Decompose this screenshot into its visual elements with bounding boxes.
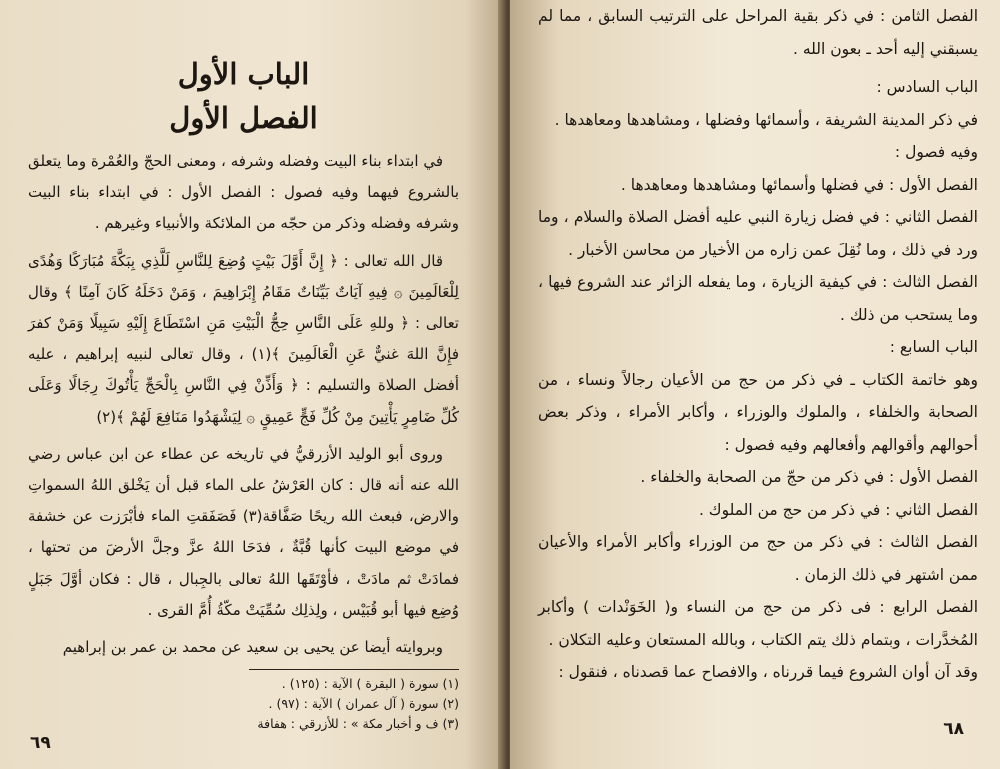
chapter-heading: الباب الأول — [177, 57, 310, 91]
footnote: (١) سورة ( البقرة ) الآية : (١٢٥) . — [281, 676, 459, 692]
section-heading: الفصل الأول — [169, 101, 318, 135]
page-number-left: ٦٩ — [30, 733, 51, 753]
paragraph-azraqi: وروى أبو الوليد الأزرقيُّ في تاريخه عن عطاء عن ابن عباس رضي الله عنه أنه قال : كان العَرْشُ على الماء قبل أن يَخْلق اللهُ السمواتِ والارض، فبعث الله ريحًا صَفَّاقة(٣) فَصَفَقتِ الماء فأبْرَزت عن خشفة في موضع البيت كأنها قُبَّةٌ ، فدَحَا اللهُ عزَّ وجلَّ الأرضَ من تحتها ، فمادَتْ ثم مادَتْ ، فأوْتَقَها اللهُ تعالى بالجِبال ، قال : فكان أوَّلَ جَبَلٍ وُضِع فيها أبو قُبَيْس ، ولِذلِك سُمِّيَتْ مكّةُ أُمَّ القرى . — [28, 444, 460, 619]
closing-line: وقد آن أوان الشروع فيما قررناه ، والافصاح عما قصدناه ، فنقول : — [558, 663, 978, 681]
bab-6-fasl-2: الفصل الثاني : في فضل زيارة النبي عليه أفضل الصلاة والسلام ، وما ورد في ذلك ، وما نُقِلَ عمن زاره من الأخيار من محاسن الأخبار . — [538, 208, 978, 259]
bab-7-fasl-4: الفصل الرابع : فى ذكر من حج من النساء و( الخَوَنْدات ) وأكابر المُخدَّرات ، وبتمام ذلك يتم الكتاب ، وبالله المستعان وعليه التكلان . — [538, 598, 978, 649]
bab-7-title: الباب السابع : — [889, 338, 978, 356]
bab-6-fasl-1: الفصل الأول : في فضلها وأسمائها ومشاهدها ومعاهدها . — [620, 175, 978, 194]
paragraph-riwaya: وبروايته أيضا عن يحيى بن سعيد عن محمد بن عمر بن إبراهيم — [62, 638, 443, 657]
footnote: (٣) ف و أخبار مكة » : للأزرقي : هفافة — [257, 716, 459, 732]
paragraph-quran-verses: قال الله تعالى : ﴿ إِنَّ أَوَّلَ بَيْتٍ وُضِعَ لِلنَّاسِ لَلَّذِي بِبَكَّةَ مُبَارَكًا وَهُدًى لِلْعَالَمِينَ ۞ فِيهِ آيَاتٌ بَيِّنَاتٌ مَقَامُ إِبْرَاهِيمَ ، وَمَنْ دَخَلَهُ كَانَ آمِنًا ﴾ وقال تعالى : ﴿ وللهِ عَلَى النَّاسِ حِجُّ الْبَيْتِ مَنِ اسْتَطَاعَ إِلَيْهِ سَبِيلًا وَمَنْ كفرَ فإِنَّ اللهَ غنيٌّ عَنِ الْعَالَمِينَ ﴾(١) ، وقال تعالى لنبيه إبراهيم ، عليه أفضل الصلاة والتسليم : ﴿ وَأَذِّنْ فِي النَّاسِ بِالْحَجِّ يَأْتُوكَ رِجَالًا وَعَلَى كُلِّ ضَامِرٍ يَأْتِينَ مِنْ كُلِّ فَجٍّ عَمِيقٍ ۞ لِيَشْهَدُوا مَنَافِعَ لَهُمْ ﴾(٢) — [28, 251, 459, 426]
bab-6-description: في ذكر المدينة الشريفة ، وأسمائها وفضلها ، ومشاهدها ومعاهدها . — [554, 110, 978, 129]
bab-7-fasl-3: الفصل الثالث : في ذكر من حج من الوزراء وأكابر الأمراء والأعيان ممن اشتهر في ذلك الزمان . — [538, 533, 978, 584]
paragraph-fasl-8: الفصل الثامن : في ذكر بقية المراحل على الترتيب السابق ، مما لم يسبقني إليه أحد ـ بعون الله . — [538, 7, 978, 58]
footnote-divider — [249, 669, 459, 670]
footnotes — [28, 674, 459, 734]
footnote: (٢) سورة ( آل عمران ) الآية : (٩٧) . — [268, 696, 459, 712]
page-number-right: ٦٨ — [943, 719, 964, 739]
fusul-label: وفيه فصول : — [894, 143, 978, 161]
bab-7-fasl-1: الفصل الأول : في ذكر من حجّ من الصحابة والخلفاء . — [640, 468, 978, 486]
paragraph-intro: في ابتداء بناء البيت وفضله وشرفه ، ومعنى الحجّ والعُمْرة وما يتعلق بالشروع فيهما وفيه فصول : الفصل الأول : في ابتداء بناء البيت وشرفه وفضله وذكر من حجّه من الملائكة والأنبياء وغيرهم . — [28, 152, 459, 233]
bab-6-title: الباب السادس : — [876, 78, 978, 96]
bab-7-fasl-2: الفصل الثاني : في ذكر من حج من الملوك . — [698, 500, 978, 519]
right-page — [510, 0, 1000, 769]
bab-7-description: وهو خاتمة الكتاب ـ في ذكر من حج من الأعيان رجالاً ونساء ، من الصحابة والخلفاء ، والملوك والوزراء ، وأكابر الأمراء ، وذكر بعض أحوالهم وأقوالهم وأفعالهم وفيه فصول : — [538, 370, 978, 454]
bab-6-fasl-3: الفصل الثالث : في كيفية الزيارة ، وما يفعله الزائر عند الشروع فيها ، وما يستحب من ذلك . — [538, 273, 978, 324]
